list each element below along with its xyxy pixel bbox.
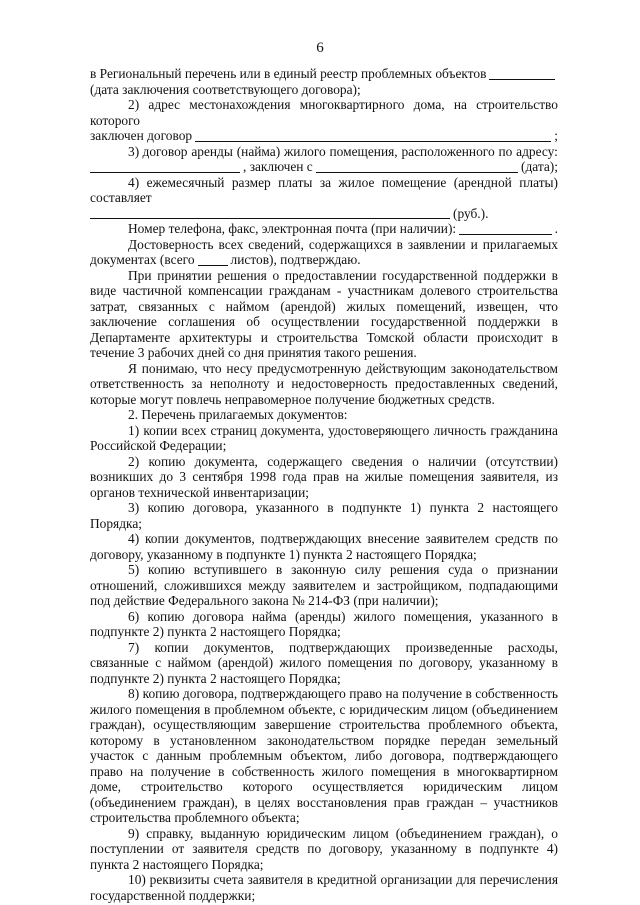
item3-word: аренды (191, 143, 233, 159)
document-item-6: 6) копию договора найма (аренды) жилого помещения, указанного в подпункте 2) пункта 2 настоящего Порядка; (90, 608, 558, 639)
responsibility-paragraph: Я понимаю, что несу предусмотренную действующим законодательством ответственность за неполноту и недостоверность предоставленных сведений, которые могут повлечь неправомерное получение бюджетных средств. (90, 360, 558, 407)
dost-confirm: листов), подтверждаю. (230, 252, 361, 267)
document-item-8: 8) копию договора, подтверждающего право на получение в собственность жилого помещения в проблемном объекте, с юридическим лицом (объединением граждан), осуществляющим завершение строительства проблемного объекта, которому в установленном законодательством порядке передан земельный участок с данным проблемным объектом, либо договора, подтверждающего право на получение в собственность жилого помещения в многоквартирном доме, строительство которого осуществляется юридическим лицом (объединением граждан), в целях восстановления прав граждан – участников строительства проблемного объекта; (90, 686, 558, 825)
item3-word: 3) договор (128, 143, 188, 159)
item3-word: жилого (284, 143, 326, 159)
reestr-caption: (дата заключения соответствующего договора); (90, 81, 361, 97)
phone-line (90, 221, 558, 237)
dost-word: и (470, 236, 478, 252)
item4-currency: (руб.). (453, 205, 489, 221)
item3-concluded-with: , заключен с (243, 159, 313, 174)
reestr-line (90, 66, 558, 82)
reestr-text: в Региональный перечень или в единый реестр проблемных объектов (90, 66, 487, 81)
document-item-7: 7) копии документов, подтверждающих произведенные расходы, связанные с наймом (арендой) жилого помещения по договору, указанному в подпункте 2) пункта 2 настоящего Порядка; (90, 639, 558, 686)
item3-party-blank[interactable] (316, 161, 518, 173)
reestr-date-blank[interactable] (489, 68, 555, 80)
item2-line: 2) адрес местонахождения многоквартирного дома, на строительство которого (90, 97, 558, 128)
phone-end: . (554, 221, 558, 236)
documents-list-heading: 2. Перечень прилагаемых документов: (128, 407, 348, 422)
dost-word: Достоверность (128, 236, 214, 252)
dost-line (90, 237, 558, 253)
page-number: 6 (316, 40, 324, 56)
item4-line: 4) ежемесячный размер платы за жилое помещение (арендной платы) составляет (90, 174, 558, 205)
dost-word: содержащихся (308, 236, 392, 252)
dost-word: в (396, 236, 403, 252)
document-item-3: 3) копию договора, указанного в подпункте 1) пункта 2 настоящего Порядка; (90, 500, 558, 531)
dost-pages-label: документах (всего (90, 252, 195, 267)
document-item-5: 5) копию вступившего в законную силу решения суда о признании отношений, сложившихся между заявителем и застройщиком, подпадающими под действие Федерального закона № 214-ФЗ (при наличии); (90, 562, 558, 608)
item3-word: (найма) (236, 143, 281, 159)
item2-contract-line (90, 128, 558, 144)
document-item-9: 9) справку, выданную юридическим лицом (объединением граждан), о поступлении от заявителя средств по договору, указанному в подпункте 4) пункта 2 настоящего Порядка; (90, 825, 558, 872)
item3-address-blank[interactable] (90, 161, 240, 173)
item4-amount-blank[interactable] (90, 207, 450, 219)
item4-amount-line (90, 206, 558, 222)
item2-contract-label: заключен договор (90, 128, 193, 143)
item3-details-line (90, 159, 558, 175)
dost-word: прилагаемых (482, 236, 558, 252)
dost-word: заявлении (407, 236, 466, 252)
item2-address-blank[interactable] (195, 130, 551, 142)
dost-word: всех (218, 236, 244, 252)
phone-label: Номер телефона, факс, электронная почта (при наличии): (128, 221, 457, 236)
item2-end: ; (554, 128, 558, 143)
item3-word: адресу: (516, 143, 558, 159)
item3-word: расположенного (401, 143, 495, 159)
document-item-4: 4) копии документов, подтверждающих внесение заявителем средств по договору, указанному в подпункте 1) пункта 2 настоящего Порядка; (90, 531, 558, 562)
document-body (90, 66, 558, 903)
item3-date-label: (дата); (520, 159, 558, 174)
pages-count-blank[interactable] (198, 254, 228, 266)
item3-word: помещения, (329, 143, 398, 159)
document-item-2: 2) копию документа, содержащего сведения о наличии (отсутствии) возникших до 3 сентября 1998 года прав на жилые помещения заявителя, из органов технической инвентаризации; (90, 453, 558, 500)
document-item-1: 1) копии всех страниц документа, удостоверяющего личность гражданина Российской Федерации; (90, 422, 558, 453)
decision-paragraph: При принятии решения о предоставлении государственной поддержки в виде частичной компенсации гражданам - участникам долевого строительства затрат, связанных с наймом (арендой) жилых помещений, извещен, что заключение соглашения об осуществлении государственной поддержки в Департаменте архитектуры и строительства Томской области происходит в течение 3 рабочих дней со дня принятия такого решения. (90, 267, 558, 360)
dost-word: сведений, (248, 236, 304, 252)
item3-word: по (498, 143, 513, 159)
dost-pages-line (90, 252, 558, 268)
phone-blank[interactable] (459, 223, 552, 235)
document-item-10: 10) реквизиты счета заявителя в кредитной организации для перечисления государственной поддержки; (90, 872, 558, 903)
item3-line (90, 144, 558, 160)
